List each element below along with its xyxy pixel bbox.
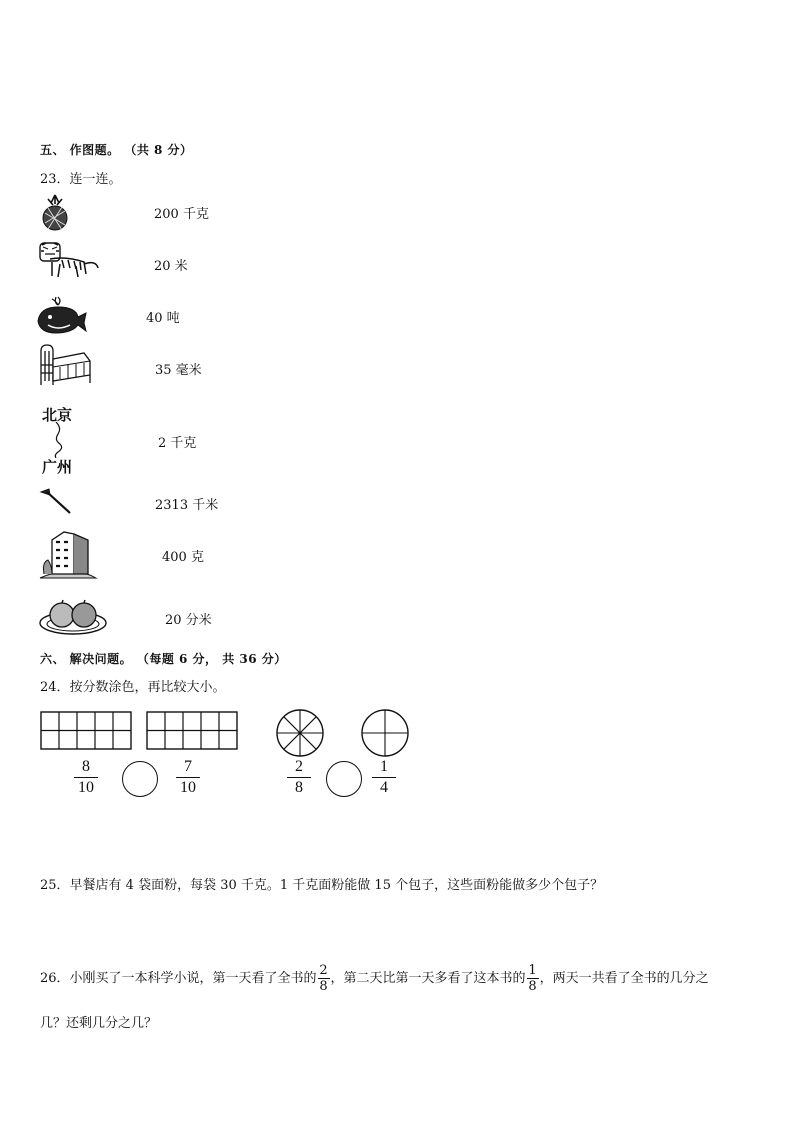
fraction-numerator: 7 [184,758,192,775]
beijing-guangzhou-map-icon [44,422,74,458]
match-value-6: 2313 千米 [155,498,219,513]
question-26-text-c: ，两天一共看了全书的几分之 [539,971,709,986]
fraction-circle-quarters[interactable] [360,708,410,758]
match-value-3: 40 吨 [146,311,180,326]
fraction-denominator: 8 [528,979,537,994]
inline-fraction-1-8 [527,964,539,993]
fraction-denominator: 8 [319,979,328,994]
question-26-text-a: 26．小刚买了一本科学小说，第一天看了全书的 [40,971,317,986]
fraction-numerator: 1 [528,963,537,978]
inline-fraction-2-8 [318,964,330,993]
fraction-numerator: 8 [82,758,90,775]
fraction-grid-left[interactable] [40,711,132,751]
section-6-title: 六、 解决问题。 （每题 6 分， 共 36 分） [40,652,287,666]
fraction-numerator: 1 [380,758,388,775]
question-26-line-2: 几？还剩几分之几？ [40,1016,158,1031]
match-value-1: 200 千克 [154,207,209,222]
fraction-denominator: 8 [295,779,303,796]
tiger-icon [36,240,102,280]
question-25-text: 25．早餐店有 4 袋面粉，每袋 30 千克。1 千克面粉能做 15 个包子，这些面粉能做多少个包子？ [40,878,604,893]
fraction-denominator: 10 [180,779,196,796]
fraction-circle-eighths[interactable] [275,708,325,758]
fraction-1-4 [372,758,396,797]
match-value-4: 35 毫米 [155,363,202,378]
bed-icon [38,343,92,387]
question-26-text-b: ，第二天比第一天多看了这本书的 [330,971,526,986]
match-value-5: 2 千克 [158,436,197,451]
map-label-guangzhou: 广州 [42,458,73,476]
fraction-2-8 [287,758,311,797]
fraction-numerator: 2 [295,758,303,775]
oranges-plate-icon [38,597,108,637]
whale-icon [36,295,88,335]
pineapple-icon [38,193,72,231]
match-value-8: 20 分米 [165,613,212,628]
compare-circle-left[interactable] [122,761,158,797]
compare-circle-right[interactable] [326,761,362,797]
map-label-beijing: 北京 [42,406,73,424]
fraction-denominator: 10 [78,779,94,796]
fraction-numerator: 2 [319,963,328,978]
fraction-grid-right[interactable] [146,711,238,751]
section-5-title: 五、 作图题。 （共 8 分） [40,143,193,157]
fraction-8-10 [74,758,98,797]
match-value-2: 20 米 [154,259,188,274]
fraction-7-10 [176,758,200,797]
nail-icon [38,487,74,517]
question-24-prompt: 24．按分数涂色，再比较大小。 [40,680,226,695]
question-23-prompt: 23．连一连。 [40,172,122,187]
fraction-denominator: 4 [380,779,388,796]
building-icon [38,526,98,580]
question-26-line-1 [40,962,709,996]
match-value-7: 400 克 [162,550,204,565]
